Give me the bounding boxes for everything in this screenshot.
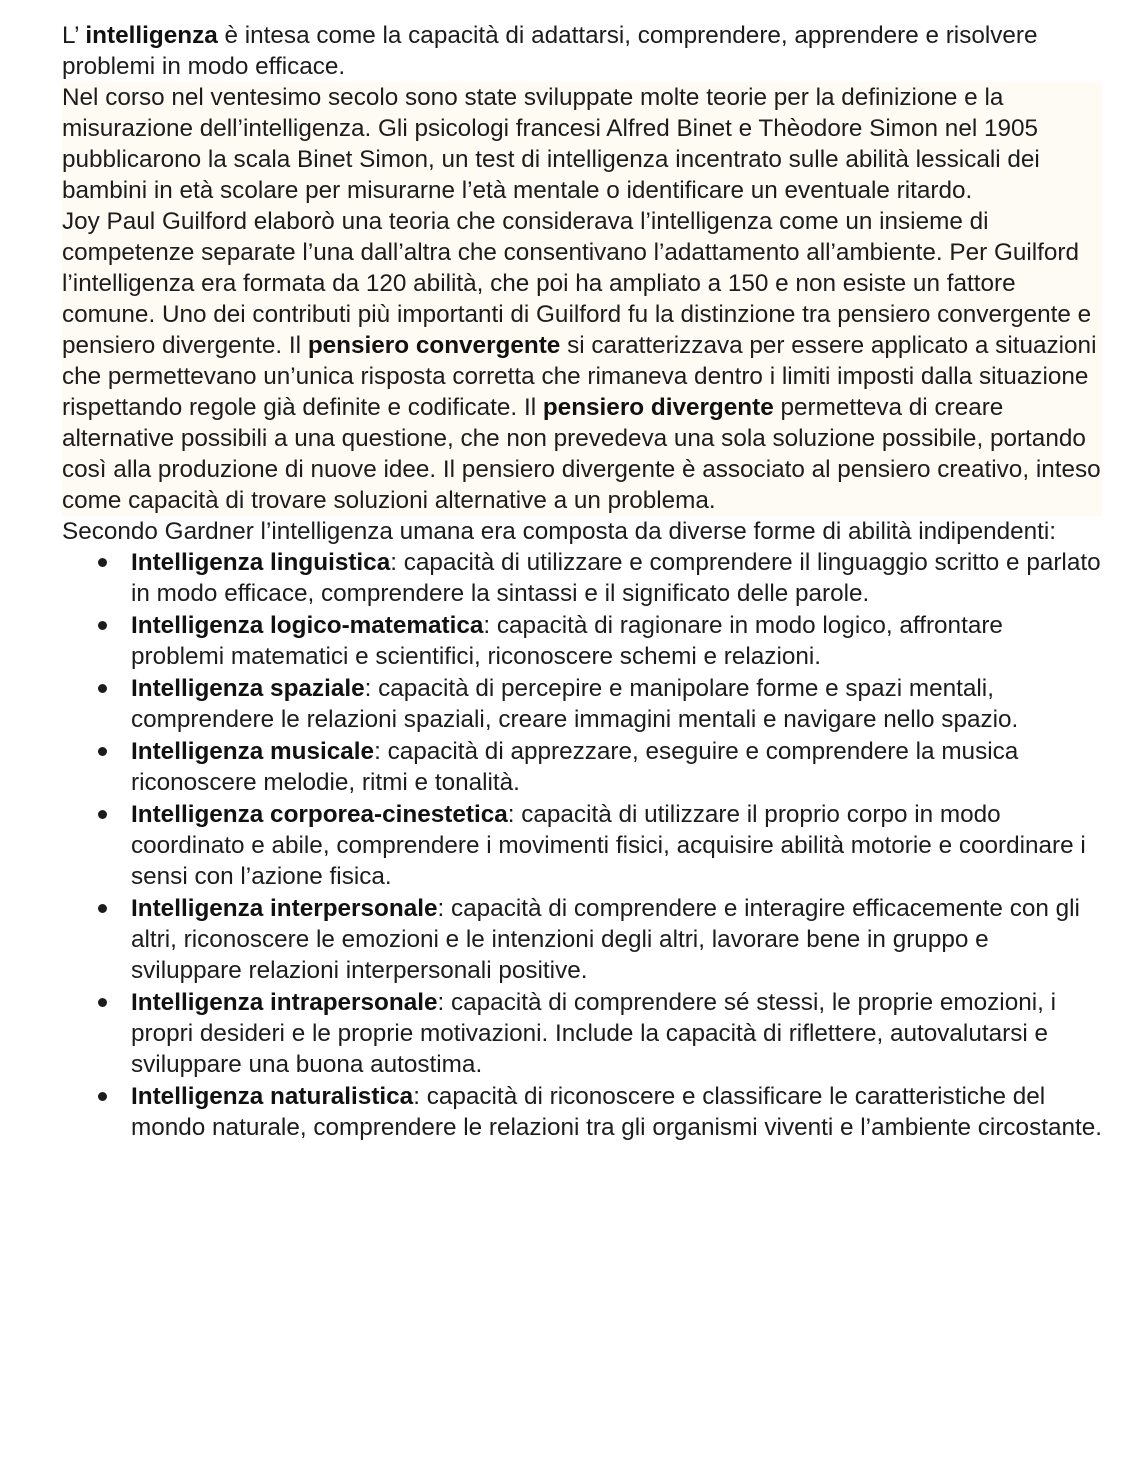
list-item-term: Intelligenza naturalistica	[131, 1083, 414, 1110]
list-item-text: : capacità di riconoscere e classificare le caratteristiche del mondo naturale, comprendere le relazioni tra gli organismi viventi e l’ambiente circostante.	[131, 1083, 1103, 1141]
term-pensiero-divergente: pensiero divergente	[542, 394, 774, 421]
list-item	[62, 893, 1102, 986]
list-item-term: Intelligenza corporea-cinestetica	[131, 801, 508, 828]
bullet-icon	[98, 621, 107, 630]
gardner-intelligences-list	[62, 547, 1102, 1143]
list-item-term: Intelligenza linguistica	[131, 549, 391, 576]
guilford-text-2: si caratterizzava per essere applicato a situazioni che permettevano un’unica risposta corretta che rimaneva dentro i limiti imposti dalla situazione rispettando regole già definite e codificate. Il	[62, 332, 1097, 421]
intro-text: è intesa come la capacità di adattarsi, comprendere, apprendere e risolvere problemi in modo efficace.	[62, 22, 1038, 80]
term-pensiero-convergente: pensiero convergente	[307, 332, 561, 359]
bullet-icon	[98, 998, 107, 1007]
list-item-text: : capacità di apprezzare, eseguire e comprendere la musica riconoscere melodie, ritmi e tonalità.	[131, 738, 1019, 796]
bullet-icon	[98, 747, 107, 756]
bullet-icon	[98, 904, 107, 913]
list-item	[62, 1081, 1102, 1143]
list-item	[62, 673, 1102, 735]
guilford-text-3: permetteva di creare alternative possibili a una questione, che non prevedeva una sola soluzione possibile, portando così alla produzione di nuove idee. Il pensiero divergente è associato al pensiero creativo, inteso come capacità di trovare soluzioni alternative a un problema.	[62, 394, 1101, 514]
intro-paragraph	[62, 20, 1102, 82]
intro-prefix: L’	[62, 22, 86, 49]
bullet-icon	[98, 1092, 107, 1101]
list-item-text: : capacità di comprendere e interagire efficacemente con gli altri, riconoscere le emozioni e le intenzioni degli altri, lavorare bene in gruppo e sviluppare relazioni interpersonali positive.	[131, 895, 1080, 984]
list-item-text: : capacità di comprendere sé stessi, le proprie emozioni, i propri desideri e le proprie motivazioni. Include la capacità di riflettere, autovalutarsi e sviluppare una buona autostima.	[131, 989, 1057, 1078]
gardner-intro: Secondo Gardner l’intelligenza umana era composta da diverse forme di abilità indipendenti:	[62, 518, 1057, 545]
list-item	[62, 610, 1102, 672]
list-item	[62, 799, 1102, 892]
list-item	[62, 736, 1102, 798]
bullet-icon	[98, 558, 107, 567]
list-item-term: Intelligenza intrapersonale	[131, 989, 438, 1016]
guilford-paragraph	[62, 206, 1102, 516]
list-item-term: Intelligenza musicale	[131, 738, 375, 765]
binet-paragraph: Nel corso nel ventesimo secolo sono state sviluppate molte teorie per la definizione e la misurazione dell’intelligenza. Gli psicologi francesi Alfred Binet e Thèodore Simon nel 1905 pubblicarono la scala Binet Simon, un test di intelligenza incentrato sulle abilità lessicali dei bambini in età scolare per misurarne l’età mentale o identificare un eventuale ritardo.	[62, 82, 1102, 206]
intro-term: intelligenza	[85, 22, 218, 49]
list-item-text: : capacità di utilizzare e comprendere il linguaggio scritto e parlato in modo efficace, comprendere la sintassi e il significato delle parole.	[131, 549, 1101, 607]
list-item-text: : capacità di percepire e manipolare forme e spazi mentali, comprendere le relazioni spaziali, creare immagini mentali e navigare nello spazio.	[131, 675, 1019, 733]
guilford-text-1: Joy Paul Guilford elaborò una teoria che considerava l’intelligenza come un insieme di competenze separate l’una dall’altra che consentivano l’adattamento all’ambiente. Per Guilford l’intelligenza era formata da 120 abilità, che poi ha ampliato a 150 e non esiste un fattore comune. Uno dei contributi più importanti di Guilford fu la distinzione tra pensiero convergente e pensiero divergente. Il	[62, 208, 1092, 359]
list-item-text: : capacità di ragionare in modo logico, affrontare problemi matematici e scientifici, riconoscere schemi e relazioni.	[131, 612, 1003, 670]
list-item-term: Intelligenza interpersonale	[131, 895, 438, 922]
bullet-icon	[98, 684, 107, 693]
list-item-text: : capacità di utilizzare il proprio corpo in modo coordinato e abile, comprendere i movimenti fisici, acquisire abilità motorie e coordinare i sensi con l’azione fisica.	[131, 801, 1086, 890]
list-item	[62, 987, 1102, 1080]
list-item-term: Intelligenza logico-matematica	[131, 612, 484, 639]
document-body	[62, 20, 1102, 1144]
bullet-icon	[98, 810, 107, 819]
list-item-term: Intelligenza spaziale	[131, 675, 365, 702]
list-item	[62, 547, 1102, 609]
